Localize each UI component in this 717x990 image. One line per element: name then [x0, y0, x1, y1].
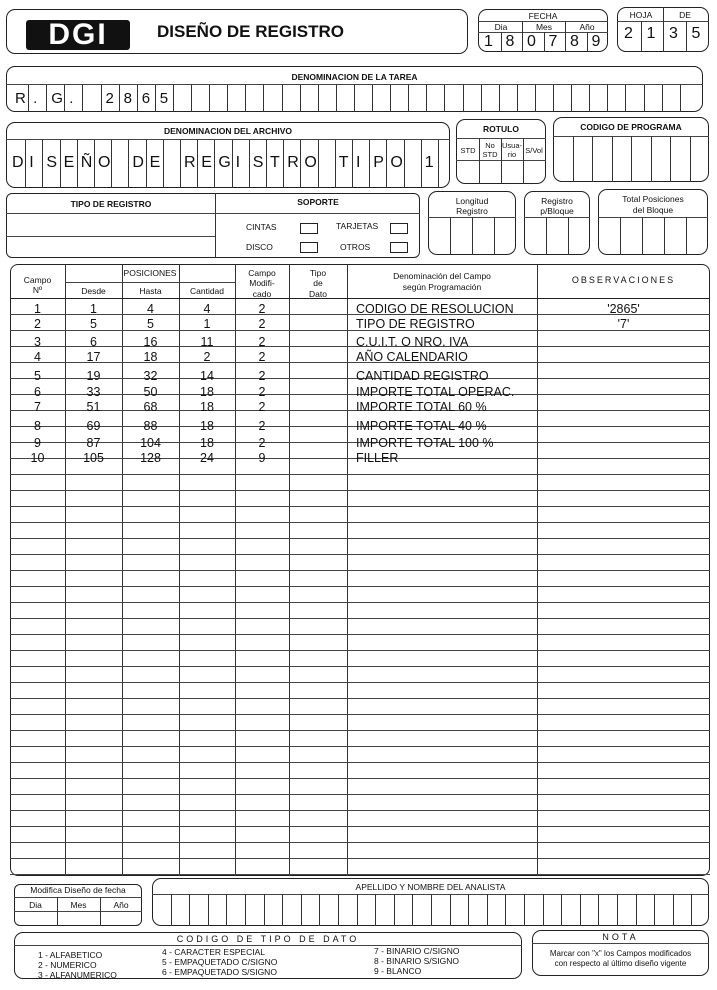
hoja-digit: 3 — [669, 25, 678, 42]
cell-desde: 105 — [83, 451, 104, 465]
rotulo-no-std: No STD — [482, 141, 498, 159]
longitud-label-2: Registro — [456, 206, 488, 216]
archivo-char: Ñ — [80, 154, 93, 171]
cell-hasta: 128 — [140, 451, 161, 465]
cell-campo: 2 — [34, 317, 41, 331]
th-desde: Desde — [81, 286, 106, 296]
cell-observacion: '7' — [617, 317, 630, 331]
modifica-dia: Dia — [29, 900, 42, 910]
cell-cantidad: 24 — [200, 451, 214, 465]
cell-campo: 1 — [34, 302, 41, 316]
hoja-label: HOJA — [629, 10, 653, 20]
th-campo-1: Campo — [23, 275, 52, 285]
tipo-registro-label: TIPO DE REGISTRO — [70, 199, 152, 209]
cell-desde: 6 — [90, 335, 97, 349]
code-1: 1 - ALFABETICO — [38, 950, 103, 960]
cell-hasta: 68 — [143, 400, 158, 414]
th-observaciones: OBSERVACIONES — [571, 275, 676, 285]
cell-desde: 69 — [86, 419, 101, 433]
th-posiciones: POSICIONES — [123, 268, 177, 278]
cell-cantidad: 18 — [200, 436, 214, 450]
cell-denominacion: IMPORTE TOTAL 40 % — [356, 419, 487, 433]
code-2: 2 - NUMERICO — [38, 960, 97, 970]
fecha-digit: 7 — [548, 33, 558, 50]
archivo-char: O — [390, 154, 403, 171]
tarea-char: 5 — [159, 90, 169, 107]
cell-campo: 4 — [34, 350, 41, 364]
total-posiciones-label-2: del Bloque — [632, 205, 674, 215]
cell-denominacion: IMPORTE TOTAL OPERAC. — [356, 385, 515, 399]
fecha-dia-label: Dia — [494, 22, 508, 32]
cell-cantidad: 1 — [203, 317, 211, 331]
cell-hasta: 5 — [147, 317, 154, 331]
nota-text-2: con respecto al último diseño vigente — [554, 959, 687, 968]
cell-hasta: 4 — [147, 302, 154, 316]
cell-desde: 33 — [86, 385, 101, 399]
code-7: 7 - BINARIO C/SIGNO — [374, 946, 460, 956]
hoja-digit: 1 — [646, 25, 656, 42]
tarea-char: . — [33, 90, 38, 107]
cell-campo: 6 — [34, 385, 41, 399]
cell-denominacion: IMPORTE TOTAL 100 % — [356, 436, 494, 450]
archivo-char: S — [252, 154, 264, 171]
code-3: 3 - ALFANUMERICO — [38, 970, 117, 980]
cell-hasta: 32 — [143, 369, 158, 383]
tarea-char: R — [15, 90, 26, 107]
cell-cantidad: 18 — [200, 385, 214, 399]
cell-modificado: 2 — [258, 317, 266, 331]
cell-modificado: 9 — [258, 451, 266, 465]
archivo-char: E — [201, 154, 212, 171]
fecha-digit: 0 — [527, 33, 536, 50]
hoja-digit: 2 — [624, 25, 633, 42]
archivo-char: G — [218, 154, 231, 171]
archivo-char: O — [98, 154, 111, 171]
modifica-label: Modifica Diseño de fecha — [30, 885, 126, 895]
th-campo-2: Nº — [32, 285, 43, 295]
cell-campo: 5 — [34, 369, 41, 383]
cell-campo: 3 — [34, 335, 41, 349]
cell-modificado: 2 — [258, 385, 266, 399]
cell-desde: 87 — [86, 436, 101, 450]
cell-modificado: 2 — [258, 419, 266, 433]
otros-checkbox[interactable] — [390, 242, 408, 253]
fecha-mes-label: Mes — [535, 22, 553, 32]
code-4: 4 - CARACTER ESPECIAL — [162, 947, 265, 957]
archivo-char: 1 — [424, 154, 434, 171]
cell-cantidad: 18 — [200, 419, 214, 433]
longitud-label-1: Longitud — [455, 196, 489, 206]
tarea-char: G — [51, 90, 63, 107]
cell-denominacion: CANTIDAD REGISTRO — [356, 369, 489, 383]
cell-campo: 8 — [34, 419, 41, 433]
nota-text-1: Marcar con "x" los Campos modificados — [549, 949, 692, 958]
fecha-digit: 8 — [505, 33, 515, 50]
cell-cantidad: 11 — [200, 335, 214, 349]
cell-desde: 17 — [86, 350, 101, 364]
soporte-cintas: CINTAS — [246, 222, 277, 232]
fecha-label: FECHA — [528, 11, 558, 21]
cell-desde: 51 — [86, 400, 101, 414]
cell-modificado: 2 — [258, 369, 266, 383]
cell-campo: 10 — [30, 451, 45, 465]
cell-desde: 19 — [86, 369, 101, 383]
cell-hasta: 50 — [143, 385, 158, 399]
de-label: DE — [679, 10, 691, 20]
th-modif-3: cado — [252, 289, 272, 299]
th-tipo-2: de — [313, 278, 323, 288]
cell-modificado: 2 — [258, 350, 266, 364]
tarea-char: 8 — [123, 90, 132, 107]
th-tipo-3: Dato — [309, 289, 327, 299]
cell-denominacion: AÑO CALENDARIO — [356, 350, 468, 364]
tarjetas-checkbox[interactable] — [390, 223, 408, 234]
cell-modificado: 2 — [258, 436, 266, 450]
archivo-char: E — [63, 154, 75, 171]
soporte-tarjetas: TARJETAS — [336, 221, 379, 231]
rotulo-label: ROTULO — [483, 124, 519, 134]
cell-cantidad: 14 — [200, 369, 214, 383]
tarea-char: 6 — [141, 90, 151, 107]
cell-hasta: 16 — [143, 335, 158, 349]
registro-bloque-label-1: Registro — [541, 196, 573, 206]
cell-hasta: 18 — [143, 350, 158, 364]
soporte-disco: DISCO — [246, 242, 273, 252]
rotulo-usuario: Usua-rio — [501, 141, 522, 159]
cell-denominacion: IMPORTE TOTAL 60 % — [356, 400, 487, 414]
archivo-label: DENOMINACION DEL ARCHIVO — [164, 126, 292, 136]
cell-modificado: 2 — [258, 335, 266, 349]
th-denominacion-2: según Programación — [402, 282, 482, 292]
archivo-char: I — [356, 154, 361, 171]
cell-denominacion: FILLER — [356, 451, 399, 465]
analista-label: APELLIDO Y NOMBRE DEL ANALISTA — [355, 882, 506, 892]
th-tipo-1: Tipo — [309, 268, 327, 278]
cell-denominacion: TIPO DE REGISTRO — [356, 317, 475, 331]
th-denominacion-1: Denominación del Campo — [393, 271, 491, 281]
nota-label: NOTA — [602, 932, 639, 942]
cell-denominacion: CODIGO DE RESOLUCION — [356, 302, 514, 316]
total-posiciones-label-1: Total Posiciones — [622, 194, 684, 204]
codigo-programa-label: CODIGO DE PROGRAMA — [580, 122, 682, 132]
th-hasta: Hasta — [139, 286, 162, 296]
tarea-char: 2 — [105, 90, 114, 107]
fecha-digit: 1 — [484, 33, 493, 50]
th-modif-2: Modifi- — [249, 278, 275, 288]
modifica-anio: Año — [113, 900, 129, 910]
archivo-char: I — [235, 154, 241, 171]
code-8: 8 - BINARIO S/SIGNO — [374, 956, 460, 966]
modifica-mes: Mes — [70, 900, 87, 910]
cintas-checkbox[interactable] — [300, 223, 318, 234]
registro-bloque-label-2: p/Bloque — [540, 206, 574, 216]
cell-desde: 5 — [90, 317, 97, 331]
fecha-digit: 9 — [591, 33, 601, 50]
cell-observacion: '2865' — [607, 302, 640, 316]
cell-cantidad: 18 — [200, 400, 214, 414]
disco-checkbox[interactable] — [300, 242, 318, 253]
archivo-char: O — [304, 154, 317, 171]
archivo-char: T — [338, 154, 349, 171]
cell-cantidad: 2 — [203, 350, 211, 364]
rotulo-svol: S/Vol — [525, 146, 543, 155]
archivo-char: R — [287, 154, 299, 171]
tarea-char: . — [69, 90, 74, 107]
archivo-char: P — [373, 154, 384, 171]
tarea-label: DENOMINACION DE LA TAREA — [291, 72, 418, 82]
cell-modificado: 2 — [258, 400, 266, 414]
th-cantidad: Cantidad — [189, 286, 225, 296]
archivo-char: R — [184, 154, 196, 171]
soporte-otros: OTROS — [340, 242, 371, 252]
cell-hasta: 104 — [140, 436, 161, 450]
page-title: DISEÑO DE REGISTRO — [157, 22, 345, 41]
fecha-anio-label: Año — [579, 22, 595, 32]
cell-denominacion: C.U.I.T. O NRO. IVA — [356, 335, 469, 349]
cell-campo: 9 — [34, 436, 41, 450]
hoja-digit: 5 — [691, 25, 701, 42]
th-modif-1: Campo — [248, 268, 276, 278]
cell-campo: 7 — [34, 400, 41, 414]
code-9: 9 - BLANCO — [374, 966, 422, 976]
codigo-tipo-label: CODIGO DE TIPO DE DATO — [176, 934, 360, 944]
cell-hasta: 88 — [143, 419, 158, 433]
archivo-char: D — [12, 154, 24, 171]
archivo-char: I — [29, 154, 34, 171]
archivo-char: E — [149, 154, 161, 171]
archivo-char: D — [132, 154, 144, 171]
archivo-char: S — [46, 154, 58, 171]
code-5: 5 - EMPAQUETADO C/SIGNO — [162, 957, 278, 967]
soporte-label: SOPORTE — [297, 197, 339, 207]
fecha-digit: 8 — [570, 33, 579, 50]
cell-modificado: 2 — [258, 302, 266, 316]
rotulo-std: STD — [460, 146, 476, 155]
cell-desde: 1 — [90, 302, 97, 316]
code-6: 6 - EMPAQUETADO S/SIGNO — [162, 967, 277, 977]
archivo-char: T — [270, 154, 280, 171]
cell-cantidad: 4 — [203, 302, 211, 316]
dgi-logo: DGI — [26, 20, 130, 50]
